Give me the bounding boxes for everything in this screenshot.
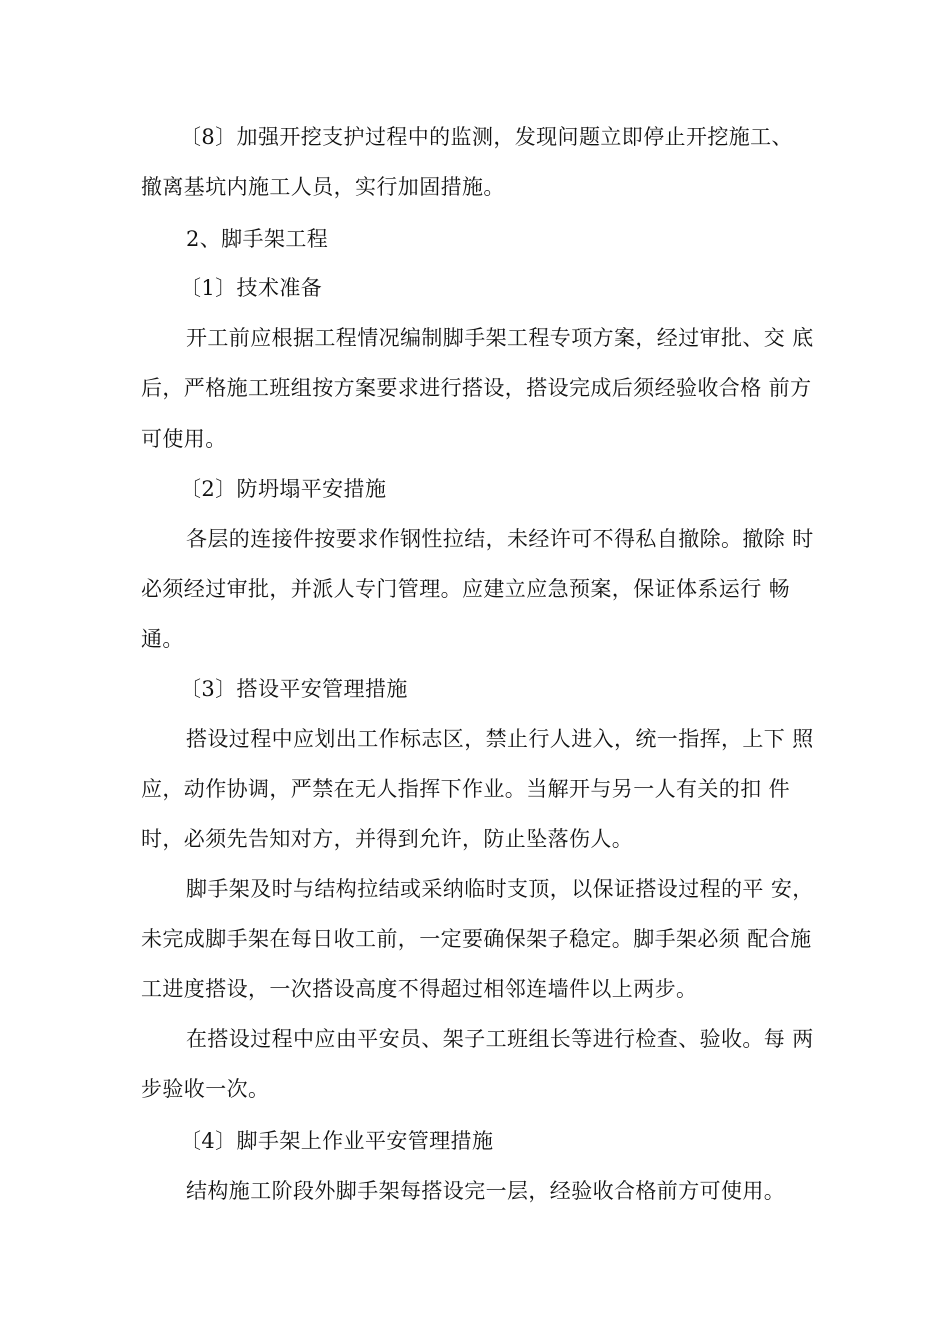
paragraph-line: 必须经过审批，并派人专门管理。应建立应急预案，保证体系运行 畅: [141, 577, 791, 601]
paragraph-line: 脚手架及时与结构拉结或采纳临时支顶，以保证搭设过程的平 安，: [186, 877, 814, 901]
paragraph-line: 应，动作协调，严禁在无人指挥下作业。当解开与另一人有关的扣 件: [141, 777, 791, 801]
paragraph-line: 在搭设过程中应由平安员、架子工班组长等进行检查、验收。每 两: [186, 1027, 814, 1051]
section-heading: 2、脚手架工程: [186, 227, 329, 251]
subsection-heading: 〔4〕脚手架上作业平安管理措施: [180, 1129, 494, 1153]
paragraph-line: 时，必须先告知对方，并得到允许，防止坠落伤人。: [141, 827, 634, 851]
subsection-heading: 〔2〕防坍塌平安措施: [180, 477, 387, 501]
paragraph-line: 撤离基坑内施工人员，实行加固措施。: [141, 175, 505, 199]
paragraph-line: 可使用。: [141, 427, 227, 451]
paragraph-line: 结构施工阶段外脚手架每搭设完一层，经验收合格前方可使用。: [186, 1179, 786, 1203]
paragraph-line: 搭设过程中应划出工作标志区，禁止行人进入，统一指挥，上下 照: [186, 727, 814, 751]
paragraph-line: 各层的连接件按要求作钢性拉结，未经许可不得私自撤除。撤除 时: [186, 527, 814, 551]
paragraph-line: 通。: [141, 627, 184, 651]
paragraph-line: 〔8〕加强开挖支护过程中的监测，发现问题立即停止开挖施工、: [180, 125, 793, 149]
paragraph-line: 后，严格施工班组按方案要求进行搭设，搭设完成后须经验收合格 前方: [141, 376, 812, 400]
paragraph-line: 步验收一次。: [141, 1077, 270, 1101]
paragraph-line: 开工前应根据工程情况编制脚手架工程专项方案，经过审批、交 底: [186, 326, 814, 350]
subsection-heading: 〔3〕搭设平安管理措施: [180, 677, 408, 701]
subsection-heading: 〔1〕技术准备: [180, 276, 323, 300]
paragraph-line: 未完成脚手架在每日收工前，一定要确保架子稳定。脚手架必须 配合施: [141, 927, 812, 951]
paragraph-line: 工进度搭设，一次搭设高度不得超过相邻连墙件以上两步。: [141, 977, 698, 1001]
